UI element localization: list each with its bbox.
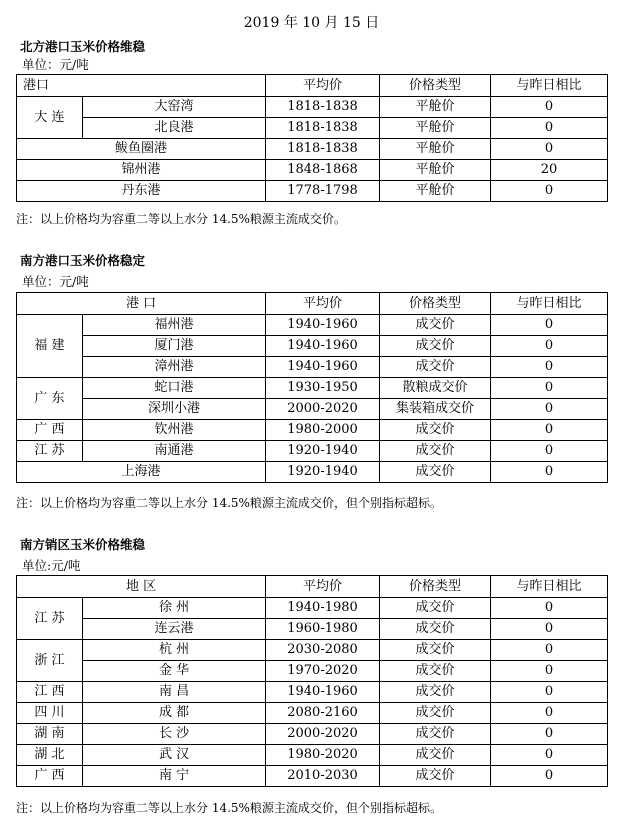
table-row — [17, 420, 608, 441]
port-cell: 南通港 — [83, 441, 266, 462]
price-cell: 2000-2020 — [266, 399, 380, 420]
port-cell: 锦州港 — [17, 160, 266, 181]
price-type-cell: 成交价 — [380, 619, 491, 640]
price-type-cell: 平舱价 — [380, 118, 491, 139]
price-type-cell: 成交价 — [380, 661, 491, 682]
change-cell: 0 — [491, 766, 608, 787]
price-cell: 1980-2020 — [266, 745, 380, 766]
table-row — [17, 357, 608, 378]
region-cell: 江 西 — [17, 682, 83, 703]
table-header-row — [17, 75, 608, 97]
port-cell: 鲅鱼圈港 — [17, 139, 266, 160]
column-header: 平均价 — [266, 75, 380, 97]
table-row — [17, 399, 608, 420]
price-type-cell: 成交价 — [380, 441, 491, 462]
port-cell: 南 昌 — [83, 682, 266, 703]
region-cell: 浙 江 — [17, 640, 83, 682]
column-header: 与昨日相比 — [491, 576, 608, 598]
change-cell: 0 — [491, 703, 608, 724]
change-cell: 0 — [491, 682, 608, 703]
table-row — [17, 703, 608, 724]
price-cell: 1920-1940 — [266, 462, 380, 483]
table-row — [17, 661, 608, 682]
price-cell: 1960-1980 — [266, 619, 380, 640]
port-cell: 漳州港 — [83, 357, 266, 378]
change-cell: 0 — [491, 619, 608, 640]
column-header: 平均价 — [266, 576, 380, 598]
port-cell: 武 汉 — [83, 745, 266, 766]
table-row — [17, 97, 608, 118]
region-cell: 广 西 — [17, 420, 83, 441]
price-type-cell: 成交价 — [380, 703, 491, 724]
table-row — [17, 315, 608, 336]
region-cell: 大 连 — [17, 97, 83, 139]
port-cell: 大窑湾 — [83, 97, 266, 118]
port-cell: 北良港 — [83, 118, 266, 139]
change-cell: 0 — [491, 181, 608, 202]
report-date: 2019 年 10 月 15 日 — [243, 15, 380, 31]
price-cell: 2030-2080 — [266, 640, 380, 661]
south-port-note: 注：以上价格均为容重二等以上水分 14.5%粮源主流成交价，但个别指标超标。 — [16, 496, 442, 510]
column-header: 地 区 — [17, 576, 266, 598]
port-cell: 连云港 — [83, 619, 266, 640]
change-cell: 0 — [491, 139, 608, 160]
region-cell: 四 川 — [17, 703, 83, 724]
port-cell: 福州港 — [83, 315, 266, 336]
change-cell: 0 — [491, 315, 608, 336]
price-type-cell: 成交价 — [380, 357, 491, 378]
table-row — [17, 724, 608, 745]
table-row — [17, 378, 608, 399]
price-cell: 1940-1960 — [266, 682, 380, 703]
price-cell: 1970-2020 — [266, 661, 380, 682]
port-cell: 长 沙 — [83, 724, 266, 745]
region-cell: 湖 南 — [17, 724, 83, 745]
table-row — [17, 619, 608, 640]
change-cell: 20 — [491, 160, 608, 181]
column-header: 港口 — [17, 75, 266, 97]
price-cell: 2080-2160 — [266, 703, 380, 724]
price-cell: 1940-1960 — [266, 315, 380, 336]
table-row — [17, 139, 608, 160]
table-header-row — [17, 293, 608, 315]
table-row — [17, 745, 608, 766]
region-cell: 江 苏 — [17, 441, 83, 462]
north-section-title: 北方港口玉米价格维稳 — [20, 39, 146, 54]
region-cell: 湖 北 — [17, 745, 83, 766]
price-type-cell: 成交价 — [380, 336, 491, 357]
price-cell: 1818-1838 — [266, 139, 380, 160]
price-type-cell: 集装箱成交价 — [380, 399, 491, 420]
table-row — [17, 766, 608, 787]
column-header: 港 口 — [17, 293, 266, 315]
price-cell: 1778-1798 — [266, 181, 380, 202]
price-cell: 2010-2030 — [266, 766, 380, 787]
south-sales-note: 注：以上价格均为容重二等以上水分 14.5%粮源主流成交价，但个别指标超标。 — [16, 801, 442, 815]
port-cell: 蛇口港 — [83, 378, 266, 399]
table-row — [17, 682, 608, 703]
port-cell: 上海港 — [17, 462, 266, 483]
change-cell: 0 — [491, 661, 608, 682]
column-header: 价格类型 — [380, 576, 491, 598]
port-cell: 钦州港 — [83, 420, 266, 441]
change-cell: 0 — [491, 97, 608, 118]
change-cell: 0 — [491, 336, 608, 357]
port-cell: 杭 州 — [83, 640, 266, 661]
change-cell: 0 — [491, 441, 608, 462]
price-type-cell: 成交价 — [380, 682, 491, 703]
table-row — [17, 160, 608, 181]
column-header: 价格类型 — [380, 293, 491, 315]
table-row — [17, 640, 608, 661]
column-header: 价格类型 — [380, 75, 491, 97]
price-cell: 1848-1868 — [266, 160, 380, 181]
port-cell: 徐 州 — [83, 598, 266, 619]
price-cell: 1940-1960 — [266, 336, 380, 357]
price-cell: 1930-1950 — [266, 378, 380, 399]
price-type-cell: 成交价 — [380, 724, 491, 745]
column-header: 与昨日相比 — [491, 293, 608, 315]
change-cell: 0 — [491, 724, 608, 745]
south-sales-section-title: 南方销区玉米价格维稳 — [20, 537, 146, 552]
port-cell: 丹东港 — [17, 181, 266, 202]
price-type-cell: 成交价 — [380, 420, 491, 441]
table-header-row — [17, 576, 608, 598]
price-type-cell: 成交价 — [380, 462, 491, 483]
region-cell: 广 东 — [17, 378, 83, 420]
change-cell: 0 — [491, 118, 608, 139]
column-header: 平均价 — [266, 293, 380, 315]
north-price-table — [16, 74, 608, 202]
south-sales-unit: 单位:元/吨 — [22, 558, 81, 573]
port-cell: 南 宁 — [83, 766, 266, 787]
region-cell: 广 西 — [17, 766, 83, 787]
region-cell: 福 建 — [17, 315, 83, 378]
table-row — [17, 462, 608, 483]
price-type-cell: 平舱价 — [380, 160, 491, 181]
table-row — [17, 598, 608, 619]
column-header: 与昨日相比 — [491, 75, 608, 97]
price-cell: 1940-1960 — [266, 357, 380, 378]
price-cell: 1920-1940 — [266, 441, 380, 462]
price-cell: 1818-1838 — [266, 118, 380, 139]
change-cell: 0 — [491, 598, 608, 619]
change-cell: 0 — [491, 378, 608, 399]
change-cell: 0 — [491, 357, 608, 378]
price-cell: 1980-2000 — [266, 420, 380, 441]
south-sales-price-table — [16, 575, 608, 787]
table-row — [17, 336, 608, 357]
region-cell: 江 苏 — [17, 598, 83, 640]
price-type-cell: 成交价 — [380, 598, 491, 619]
price-cell: 1940-1980 — [266, 598, 380, 619]
south-port-section-title: 南方港口玉米价格稳定 — [20, 253, 146, 268]
change-cell: 0 — [491, 745, 608, 766]
south-port-price-table — [16, 292, 608, 483]
change-cell: 0 — [491, 420, 608, 441]
price-type-cell: 成交价 — [380, 766, 491, 787]
table-row — [17, 181, 608, 202]
change-cell: 0 — [491, 640, 608, 661]
change-cell: 0 — [491, 399, 608, 420]
change-cell: 0 — [491, 462, 608, 483]
table-row — [17, 441, 608, 462]
port-cell: 成 都 — [83, 703, 266, 724]
price-type-cell: 成交价 — [380, 745, 491, 766]
south-port-unit: 单位：元/吨 — [22, 274, 89, 289]
north-note: 注：以上价格均为容重二等以上水分 14.5%粮源主流成交价。 — [16, 212, 346, 226]
price-type-cell: 平舱价 — [380, 97, 491, 118]
price-type-cell: 平舱价 — [380, 181, 491, 202]
price-type-cell: 平舱价 — [380, 139, 491, 160]
table-row — [17, 118, 608, 139]
port-cell: 深圳小港 — [83, 399, 266, 420]
price-cell: 2000-2020 — [266, 724, 380, 745]
price-cell: 1818-1838 — [266, 97, 380, 118]
north-unit: 单位：元/吨 — [22, 57, 89, 72]
port-cell: 厦门港 — [83, 336, 266, 357]
port-cell: 金 华 — [83, 661, 266, 682]
price-type-cell: 成交价 — [380, 640, 491, 661]
price-type-cell: 散粮成交价 — [380, 378, 491, 399]
price-type-cell: 成交价 — [380, 315, 491, 336]
